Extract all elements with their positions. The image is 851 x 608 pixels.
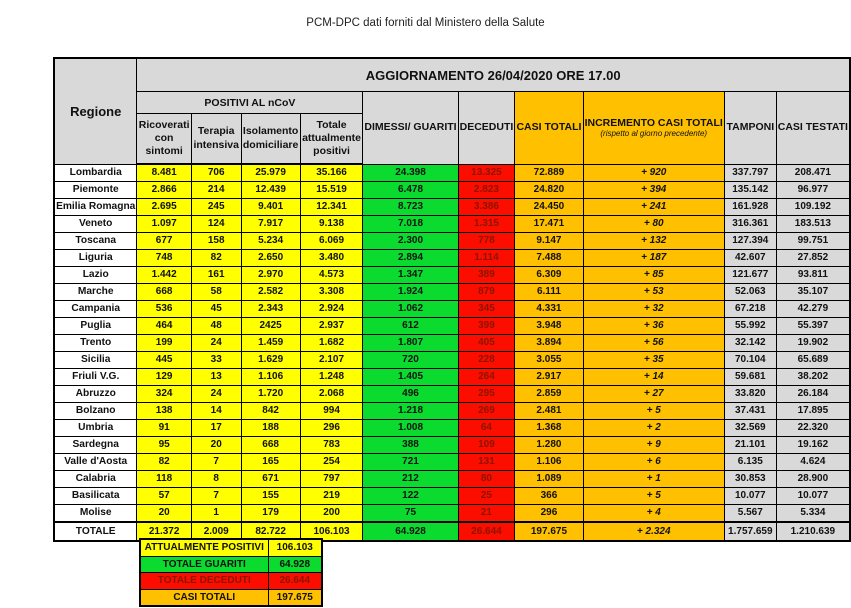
cell-dimessi-guariti: 212	[363, 471, 458, 488]
column-header-ricoverati: Ricoverati con sintomi	[137, 114, 191, 165]
column-header-dimessi-guariti: DIMESSI/ GUARITI	[363, 92, 458, 165]
cell-ricoverati-con-sintomi: 57	[137, 488, 191, 505]
cell-isolamento-domiciliare: 842	[241, 403, 300, 420]
cell-isolamento-domiciliare: 12.439	[241, 182, 300, 199]
cell-totale-attualmente-positivi: 1.248	[300, 369, 363, 386]
cell-deceduti: 80	[458, 471, 515, 488]
cell-casi-testati: 109.192	[776, 199, 850, 216]
cell-dimessi-guariti: 64.928	[363, 522, 458, 541]
column-header-incremento	[583, 92, 724, 165]
cell-casi-testati: 22.320	[776, 420, 850, 437]
cell-tamponi: 5.567	[724, 505, 776, 523]
cell-ricoverati-con-sintomi: 324	[137, 386, 191, 403]
cell-casi-totali: 6.309	[515, 267, 583, 284]
cell-dimessi-guariti: 388	[363, 437, 458, 454]
cell-ricoverati-con-sintomi: 20	[137, 505, 191, 523]
cell-dimessi-guariti: 122	[363, 488, 458, 505]
cell-incremento-casi-totali: + 85	[583, 267, 724, 284]
cell-tamponi: 337.797	[724, 164, 776, 182]
region-name: TOTALE	[54, 522, 137, 541]
cell-tamponi: 1.757.659	[724, 522, 776, 541]
cell-ricoverati-con-sintomi: 95	[137, 437, 191, 454]
summary-table	[139, 538, 323, 607]
region-name: Veneto	[54, 216, 137, 233]
cell-tamponi: 121.677	[724, 267, 776, 284]
table-row	[54, 488, 850, 505]
cell-terapia-intensiva: 13	[191, 369, 241, 386]
summary-label: TOTALE GUARITI	[140, 556, 268, 573]
cell-isolamento-domiciliare: 2.582	[241, 284, 300, 301]
cell-tamponi: 316.361	[724, 216, 776, 233]
cell-deceduti: 264	[458, 369, 515, 386]
cell-incremento-casi-totali: + 32	[583, 301, 724, 318]
incremento-note: (rispetto al giorno precedente)	[600, 129, 708, 139]
cell-terapia-intensiva: 158	[191, 233, 241, 250]
cell-casi-testati: 19.902	[776, 335, 850, 352]
summary-label: TOTALE DECEDUTI	[140, 573, 268, 590]
cell-totale-attualmente-positivi: 1.682	[300, 335, 363, 352]
cell-ricoverati-con-sintomi: 1.442	[137, 267, 191, 284]
cell-terapia-intensiva: 214	[191, 182, 241, 199]
table-row	[54, 284, 850, 301]
cell-terapia-intensiva: 14	[191, 403, 241, 420]
region-name: Toscana	[54, 233, 137, 250]
cell-ricoverati-con-sintomi: 138	[137, 403, 191, 420]
cell-casi-testati: 183.513	[776, 216, 850, 233]
cell-terapia-intensiva: 7	[191, 454, 241, 471]
cell-dimessi-guariti: 1.008	[363, 420, 458, 437]
cell-terapia-intensiva: 161	[191, 267, 241, 284]
cell-dimessi-guariti: 2.300	[363, 233, 458, 250]
cell-incremento-casi-totali: + 187	[583, 250, 724, 267]
region-name: Basilicata	[54, 488, 137, 505]
region-name: Trento	[54, 335, 137, 352]
cell-casi-totali: 17.471	[515, 216, 583, 233]
region-name: Molise	[54, 505, 137, 523]
cell-casi-testati: 28.900	[776, 471, 850, 488]
cell-ricoverati-con-sintomi: 668	[137, 284, 191, 301]
region-name: Lombardia	[54, 164, 137, 182]
cell-totale-attualmente-positivi: 2.937	[300, 318, 363, 335]
cell-dimessi-guariti: 1.807	[363, 335, 458, 352]
summary-row-casi-totali	[140, 589, 322, 606]
cell-casi-testati: 208.471	[776, 164, 850, 182]
table-row	[54, 471, 850, 488]
cell-isolamento-domiciliare: 2.970	[241, 267, 300, 284]
cell-tamponi: 52.063	[724, 284, 776, 301]
cell-ricoverati-con-sintomi: 2.695	[137, 199, 191, 216]
region-name: Sicilia	[54, 352, 137, 369]
cell-isolamento-domiciliare: 1.459	[241, 335, 300, 352]
cell-incremento-casi-totali: + 35	[583, 352, 724, 369]
cell-deceduti: 405	[458, 335, 515, 352]
cell-casi-testati: 4.624	[776, 454, 850, 471]
cell-tamponi: 32.142	[724, 335, 776, 352]
cell-casi-totali: 24.820	[515, 182, 583, 199]
cell-terapia-intensiva: 33	[191, 352, 241, 369]
cell-tamponi: 6.135	[724, 454, 776, 471]
cell-tamponi: 70.104	[724, 352, 776, 369]
table-row	[54, 250, 850, 267]
page-title: PCM-DPC dati forniti dal Ministero della Salute	[306, 17, 545, 29]
summary-row-totale-deceduti	[140, 573, 322, 590]
cell-incremento-casi-totali: + 14	[583, 369, 724, 386]
summary-row-totale-guariti	[140, 556, 322, 573]
cell-casi-totali: 1.280	[515, 437, 583, 454]
cell-totale-attualmente-positivi: 200	[300, 505, 363, 523]
cell-isolamento-domiciliare: 1.720	[241, 386, 300, 403]
cell-incremento-casi-totali: + 56	[583, 335, 724, 352]
cell-deceduti: 3.386	[458, 199, 515, 216]
region-name: Sardegna	[54, 437, 137, 454]
region-name: Piemonte	[54, 182, 137, 199]
cell-casi-totali: 197.675	[515, 522, 583, 541]
cell-casi-totali: 4.331	[515, 301, 583, 318]
cell-totale-attualmente-positivi: 6.069	[300, 233, 363, 250]
region-name: Calabria	[54, 471, 137, 488]
cell-totale-attualmente-positivi: 3.480	[300, 250, 363, 267]
incremento-title: INCREMENTO CASI TOTALI	[584, 116, 723, 129]
region-name: Lazio	[54, 267, 137, 284]
covid-region-table	[53, 57, 851, 542]
table-row	[54, 182, 850, 199]
table-row	[54, 352, 850, 369]
cell-totale-attualmente-positivi: 296	[300, 420, 363, 437]
cell-casi-testati: 55.397	[776, 318, 850, 335]
header-row-update	[54, 58, 850, 92]
table-row	[54, 267, 850, 284]
cell-isolamento-domiciliare: 671	[241, 471, 300, 488]
cell-ricoverati-con-sintomi: 8.481	[137, 164, 191, 182]
cell-isolamento-domiciliare: 2.650	[241, 250, 300, 267]
cell-incremento-casi-totali: + 27	[583, 386, 724, 403]
cell-totale-attualmente-positivi: 994	[300, 403, 363, 420]
cell-ricoverati-con-sintomi: 199	[137, 335, 191, 352]
cell-tamponi: 67.218	[724, 301, 776, 318]
update-header: AGGIORNAMENTO 26/04/2020 ORE 17.00	[137, 58, 850, 92]
cell-dimessi-guariti: 1.405	[363, 369, 458, 386]
column-header-terapia: Terapia intensiva	[191, 114, 241, 165]
cell-incremento-casi-totali: + 920	[583, 164, 724, 182]
region-name: Campania	[54, 301, 137, 318]
cell-casi-testati: 65.689	[776, 352, 850, 369]
cell-isolamento-domiciliare: 7.917	[241, 216, 300, 233]
cell-totale-attualmente-positivi: 4.573	[300, 267, 363, 284]
table-row	[54, 199, 850, 216]
table-row	[54, 318, 850, 335]
cell-casi-totali: 2.859	[515, 386, 583, 403]
cell-terapia-intensiva: 17	[191, 420, 241, 437]
cell-incremento-casi-totali: + 80	[583, 216, 724, 233]
cell-casi-testati: 42.279	[776, 301, 850, 318]
cell-tamponi: 10.077	[724, 488, 776, 505]
summary-value: 64.928	[268, 556, 322, 573]
cell-totale-attualmente-positivi: 2.924	[300, 301, 363, 318]
cell-dimessi-guariti: 721	[363, 454, 458, 471]
cell-deceduti: 64	[458, 420, 515, 437]
cell-casi-testati: 99.751	[776, 233, 850, 250]
cell-dimessi-guariti: 75	[363, 505, 458, 523]
summary-label: CASI TOTALI	[140, 589, 268, 606]
cell-casi-totali: 2.917	[515, 369, 583, 386]
cell-incremento-casi-totali: + 53	[583, 284, 724, 301]
cell-terapia-intensiva: 48	[191, 318, 241, 335]
cell-totale-attualmente-positivi: 3.308	[300, 284, 363, 301]
cell-deceduti: 399	[458, 318, 515, 335]
column-group-positivi: POSITIVI AL nCoV	[137, 92, 363, 114]
summary-value: 106.103	[268, 539, 322, 556]
cell-ricoverati-con-sintomi: 464	[137, 318, 191, 335]
cell-deceduti: 109	[458, 437, 515, 454]
cell-casi-totali: 1.089	[515, 471, 583, 488]
region-name: Puglia	[54, 318, 137, 335]
cell-ricoverati-con-sintomi: 21.372	[137, 522, 191, 541]
cell-casi-testati: 17.895	[776, 403, 850, 420]
cell-isolamento-domiciliare: 5.234	[241, 233, 300, 250]
cell-isolamento-domiciliare: 1.106	[241, 369, 300, 386]
cell-terapia-intensiva: 58	[191, 284, 241, 301]
cell-dimessi-guariti: 6.478	[363, 182, 458, 199]
cell-casi-totali: 3.948	[515, 318, 583, 335]
cell-deceduti: 269	[458, 403, 515, 420]
cell-incremento-casi-totali: + 5	[583, 403, 724, 420]
cell-tamponi: 21.101	[724, 437, 776, 454]
cell-incremento-casi-totali: + 2.324	[583, 522, 724, 541]
cell-incremento-casi-totali: + 9	[583, 437, 724, 454]
cell-deceduti: 879	[458, 284, 515, 301]
region-name: Bolzano	[54, 403, 137, 420]
cell-isolamento-domiciliare: 2.343	[241, 301, 300, 318]
cell-casi-totali: 7.488	[515, 250, 583, 267]
region-name: Abruzzo	[54, 386, 137, 403]
table-row	[54, 437, 850, 454]
cell-isolamento-domiciliare: 165	[241, 454, 300, 471]
cell-deceduti: 13.325	[458, 164, 515, 182]
cell-ricoverati-con-sintomi: 129	[137, 369, 191, 386]
cell-isolamento-domiciliare: 668	[241, 437, 300, 454]
cell-deceduti: 26.644	[458, 522, 515, 541]
cell-totale-attualmente-positivi: 9.138	[300, 216, 363, 233]
cell-totale-attualmente-positivi: 797	[300, 471, 363, 488]
cell-ricoverati-con-sintomi: 445	[137, 352, 191, 369]
cell-totale-attualmente-positivi: 12.341	[300, 199, 363, 216]
column-header-deceduti: DECEDUTI	[458, 92, 515, 165]
table-row	[54, 301, 850, 318]
cell-tamponi: 32.569	[724, 420, 776, 437]
cell-terapia-intensiva: 124	[191, 216, 241, 233]
cell-deceduti: 25	[458, 488, 515, 505]
cell-terapia-intensiva: 706	[191, 164, 241, 182]
cell-deceduti: 21	[458, 505, 515, 523]
cell-tamponi: 55.992	[724, 318, 776, 335]
cell-tamponi: 42.607	[724, 250, 776, 267]
cell-dimessi-guariti: 1.218	[363, 403, 458, 420]
cell-isolamento-domiciliare: 25.979	[241, 164, 300, 182]
cell-tamponi: 33.820	[724, 386, 776, 403]
cell-dimessi-guariti: 496	[363, 386, 458, 403]
cell-casi-totali: 6.111	[515, 284, 583, 301]
summary-row-attualmente-positivi	[140, 539, 322, 556]
column-header-casi-testati: CASI TESTATI	[776, 92, 850, 165]
cell-deceduti: 228	[458, 352, 515, 369]
table-row	[54, 505, 850, 523]
cell-tamponi: 161.928	[724, 199, 776, 216]
column-header-tamponi: TAMPONI	[724, 92, 776, 165]
region-name: Emilia Romagna	[54, 199, 137, 216]
cell-casi-testati: 5.334	[776, 505, 850, 523]
cell-casi-totali: 1.368	[515, 420, 583, 437]
cell-isolamento-domiciliare: 179	[241, 505, 300, 523]
cell-terapia-intensiva: 8	[191, 471, 241, 488]
cell-isolamento-domiciliare: 2425	[241, 318, 300, 335]
cell-ricoverati-con-sintomi: 91	[137, 420, 191, 437]
cell-ricoverati-con-sintomi: 677	[137, 233, 191, 250]
cell-deceduti: 131	[458, 454, 515, 471]
table-row	[54, 386, 850, 403]
cell-incremento-casi-totali: + 4	[583, 505, 724, 523]
cell-totale-attualmente-positivi: 35.166	[300, 164, 363, 182]
region-name: Umbria	[54, 420, 137, 437]
cell-tamponi: 135.142	[724, 182, 776, 199]
region-name: Liguria	[54, 250, 137, 267]
summary-value: 197.675	[268, 589, 322, 606]
table-row	[54, 454, 850, 471]
cell-casi-testati: 27.852	[776, 250, 850, 267]
cell-casi-testati: 35.107	[776, 284, 850, 301]
cell-casi-testati: 38.202	[776, 369, 850, 386]
cell-deceduti: 2.823	[458, 182, 515, 199]
cell-tamponi: 30.853	[724, 471, 776, 488]
cell-totale-attualmente-positivi: 783	[300, 437, 363, 454]
cell-deceduti: 389	[458, 267, 515, 284]
cell-dimessi-guariti: 24.398	[363, 164, 458, 182]
cell-ricoverati-con-sintomi: 536	[137, 301, 191, 318]
cell-casi-totali: 2.481	[515, 403, 583, 420]
cell-deceduti: 778	[458, 233, 515, 250]
cell-deceduti: 345	[458, 301, 515, 318]
cell-totale-attualmente-positivi: 219	[300, 488, 363, 505]
summary-value: 26.644	[268, 573, 322, 590]
cell-tamponi: 59.681	[724, 369, 776, 386]
table-row	[54, 403, 850, 420]
cell-totale-attualmente-positivi: 15.519	[300, 182, 363, 199]
cell-dimessi-guariti: 720	[363, 352, 458, 369]
cell-casi-totali: 9.147	[515, 233, 583, 250]
cell-dimessi-guariti: 612	[363, 318, 458, 335]
cell-totale-attualmente-positivi: 106.103	[300, 522, 363, 541]
cell-dimessi-guariti: 7.018	[363, 216, 458, 233]
cell-terapia-intensiva: 45	[191, 301, 241, 318]
cell-casi-testati: 93.811	[776, 267, 850, 284]
cell-incremento-casi-totali: + 1	[583, 471, 724, 488]
cell-casi-totali: 3.055	[515, 352, 583, 369]
cell-terapia-intensiva: 7	[191, 488, 241, 505]
cell-dimessi-guariti: 2.894	[363, 250, 458, 267]
region-name: Marche	[54, 284, 137, 301]
cell-isolamento-domiciliare: 82.722	[241, 522, 300, 541]
cell-incremento-casi-totali: + 2	[583, 420, 724, 437]
table-row	[54, 335, 850, 352]
column-header-isolamento: Isolamento domiciliare	[241, 114, 300, 165]
cell-deceduti: 295	[458, 386, 515, 403]
region-name: Valle d'Aosta	[54, 454, 137, 471]
cell-casi-totali: 296	[515, 505, 583, 523]
cell-deceduti: 1.114	[458, 250, 515, 267]
cell-ricoverati-con-sintomi: 748	[137, 250, 191, 267]
cell-terapia-intensiva: 20	[191, 437, 241, 454]
cell-isolamento-domiciliare: 9.401	[241, 199, 300, 216]
cell-incremento-casi-totali: + 6	[583, 454, 724, 471]
cell-incremento-casi-totali: + 394	[583, 182, 724, 199]
table-row	[54, 233, 850, 250]
cell-casi-totali: 24.450	[515, 199, 583, 216]
cell-terapia-intensiva: 24	[191, 335, 241, 352]
cell-deceduti: 1.315	[458, 216, 515, 233]
table-body	[54, 164, 850, 541]
cell-casi-totali: 366	[515, 488, 583, 505]
cell-incremento-casi-totali: + 132	[583, 233, 724, 250]
cell-totale-attualmente-positivi: 2.068	[300, 386, 363, 403]
cell-isolamento-domiciliare: 188	[241, 420, 300, 437]
cell-dimessi-guariti: 8.723	[363, 199, 458, 216]
cell-ricoverati-con-sintomi: 82	[137, 454, 191, 471]
cell-terapia-intensiva: 1	[191, 505, 241, 523]
cell-casi-testati: 1.210.639	[776, 522, 850, 541]
column-header-totale-positivi: Totale attualmente positivi	[300, 114, 363, 165]
cell-casi-testati: 10.077	[776, 488, 850, 505]
table-row	[54, 216, 850, 233]
cell-isolamento-domiciliare: 155	[241, 488, 300, 505]
column-header-casi-totali: CASI TOTALI	[515, 92, 583, 165]
cell-tamponi: 127.394	[724, 233, 776, 250]
cell-terapia-intensiva: 24	[191, 386, 241, 403]
cell-casi-testati: 96.977	[776, 182, 850, 199]
cell-dimessi-guariti: 1.062	[363, 301, 458, 318]
cell-ricoverati-con-sintomi: 118	[137, 471, 191, 488]
cell-dimessi-guariti: 1.924	[363, 284, 458, 301]
cell-incremento-casi-totali: + 5	[583, 488, 724, 505]
cell-isolamento-domiciliare: 1.629	[241, 352, 300, 369]
cell-casi-testati: 26.184	[776, 386, 850, 403]
summary-body	[140, 539, 322, 606]
table-row	[54, 369, 850, 386]
cell-incremento-casi-totali: + 241	[583, 199, 724, 216]
cell-casi-testati: 19.162	[776, 437, 850, 454]
cell-totale-attualmente-positivi: 2.107	[300, 352, 363, 369]
table-row	[54, 420, 850, 437]
cell-dimessi-guariti: 1.347	[363, 267, 458, 284]
cell-terapia-intensiva: 245	[191, 199, 241, 216]
cell-tamponi: 37.431	[724, 403, 776, 420]
cell-casi-totali: 3.894	[515, 335, 583, 352]
cell-ricoverati-con-sintomi: 1.097	[137, 216, 191, 233]
cell-casi-totali: 1.106	[515, 454, 583, 471]
cell-totale-attualmente-positivi: 254	[300, 454, 363, 471]
region-name: Friuli V.G.	[54, 369, 137, 386]
header-row-groups	[54, 92, 850, 114]
table-row	[54, 164, 850, 182]
cell-ricoverati-con-sintomi: 2.866	[137, 182, 191, 199]
cell-terapia-intensiva: 82	[191, 250, 241, 267]
cell-incremento-casi-totali: + 36	[583, 318, 724, 335]
summary-label: ATTUALMENTE POSITIVI	[140, 539, 268, 556]
column-header-regione: Regione	[54, 58, 137, 164]
cell-casi-totali: 72.889	[515, 164, 583, 182]
cell-terapia-intensiva: 2.009	[191, 522, 241, 541]
